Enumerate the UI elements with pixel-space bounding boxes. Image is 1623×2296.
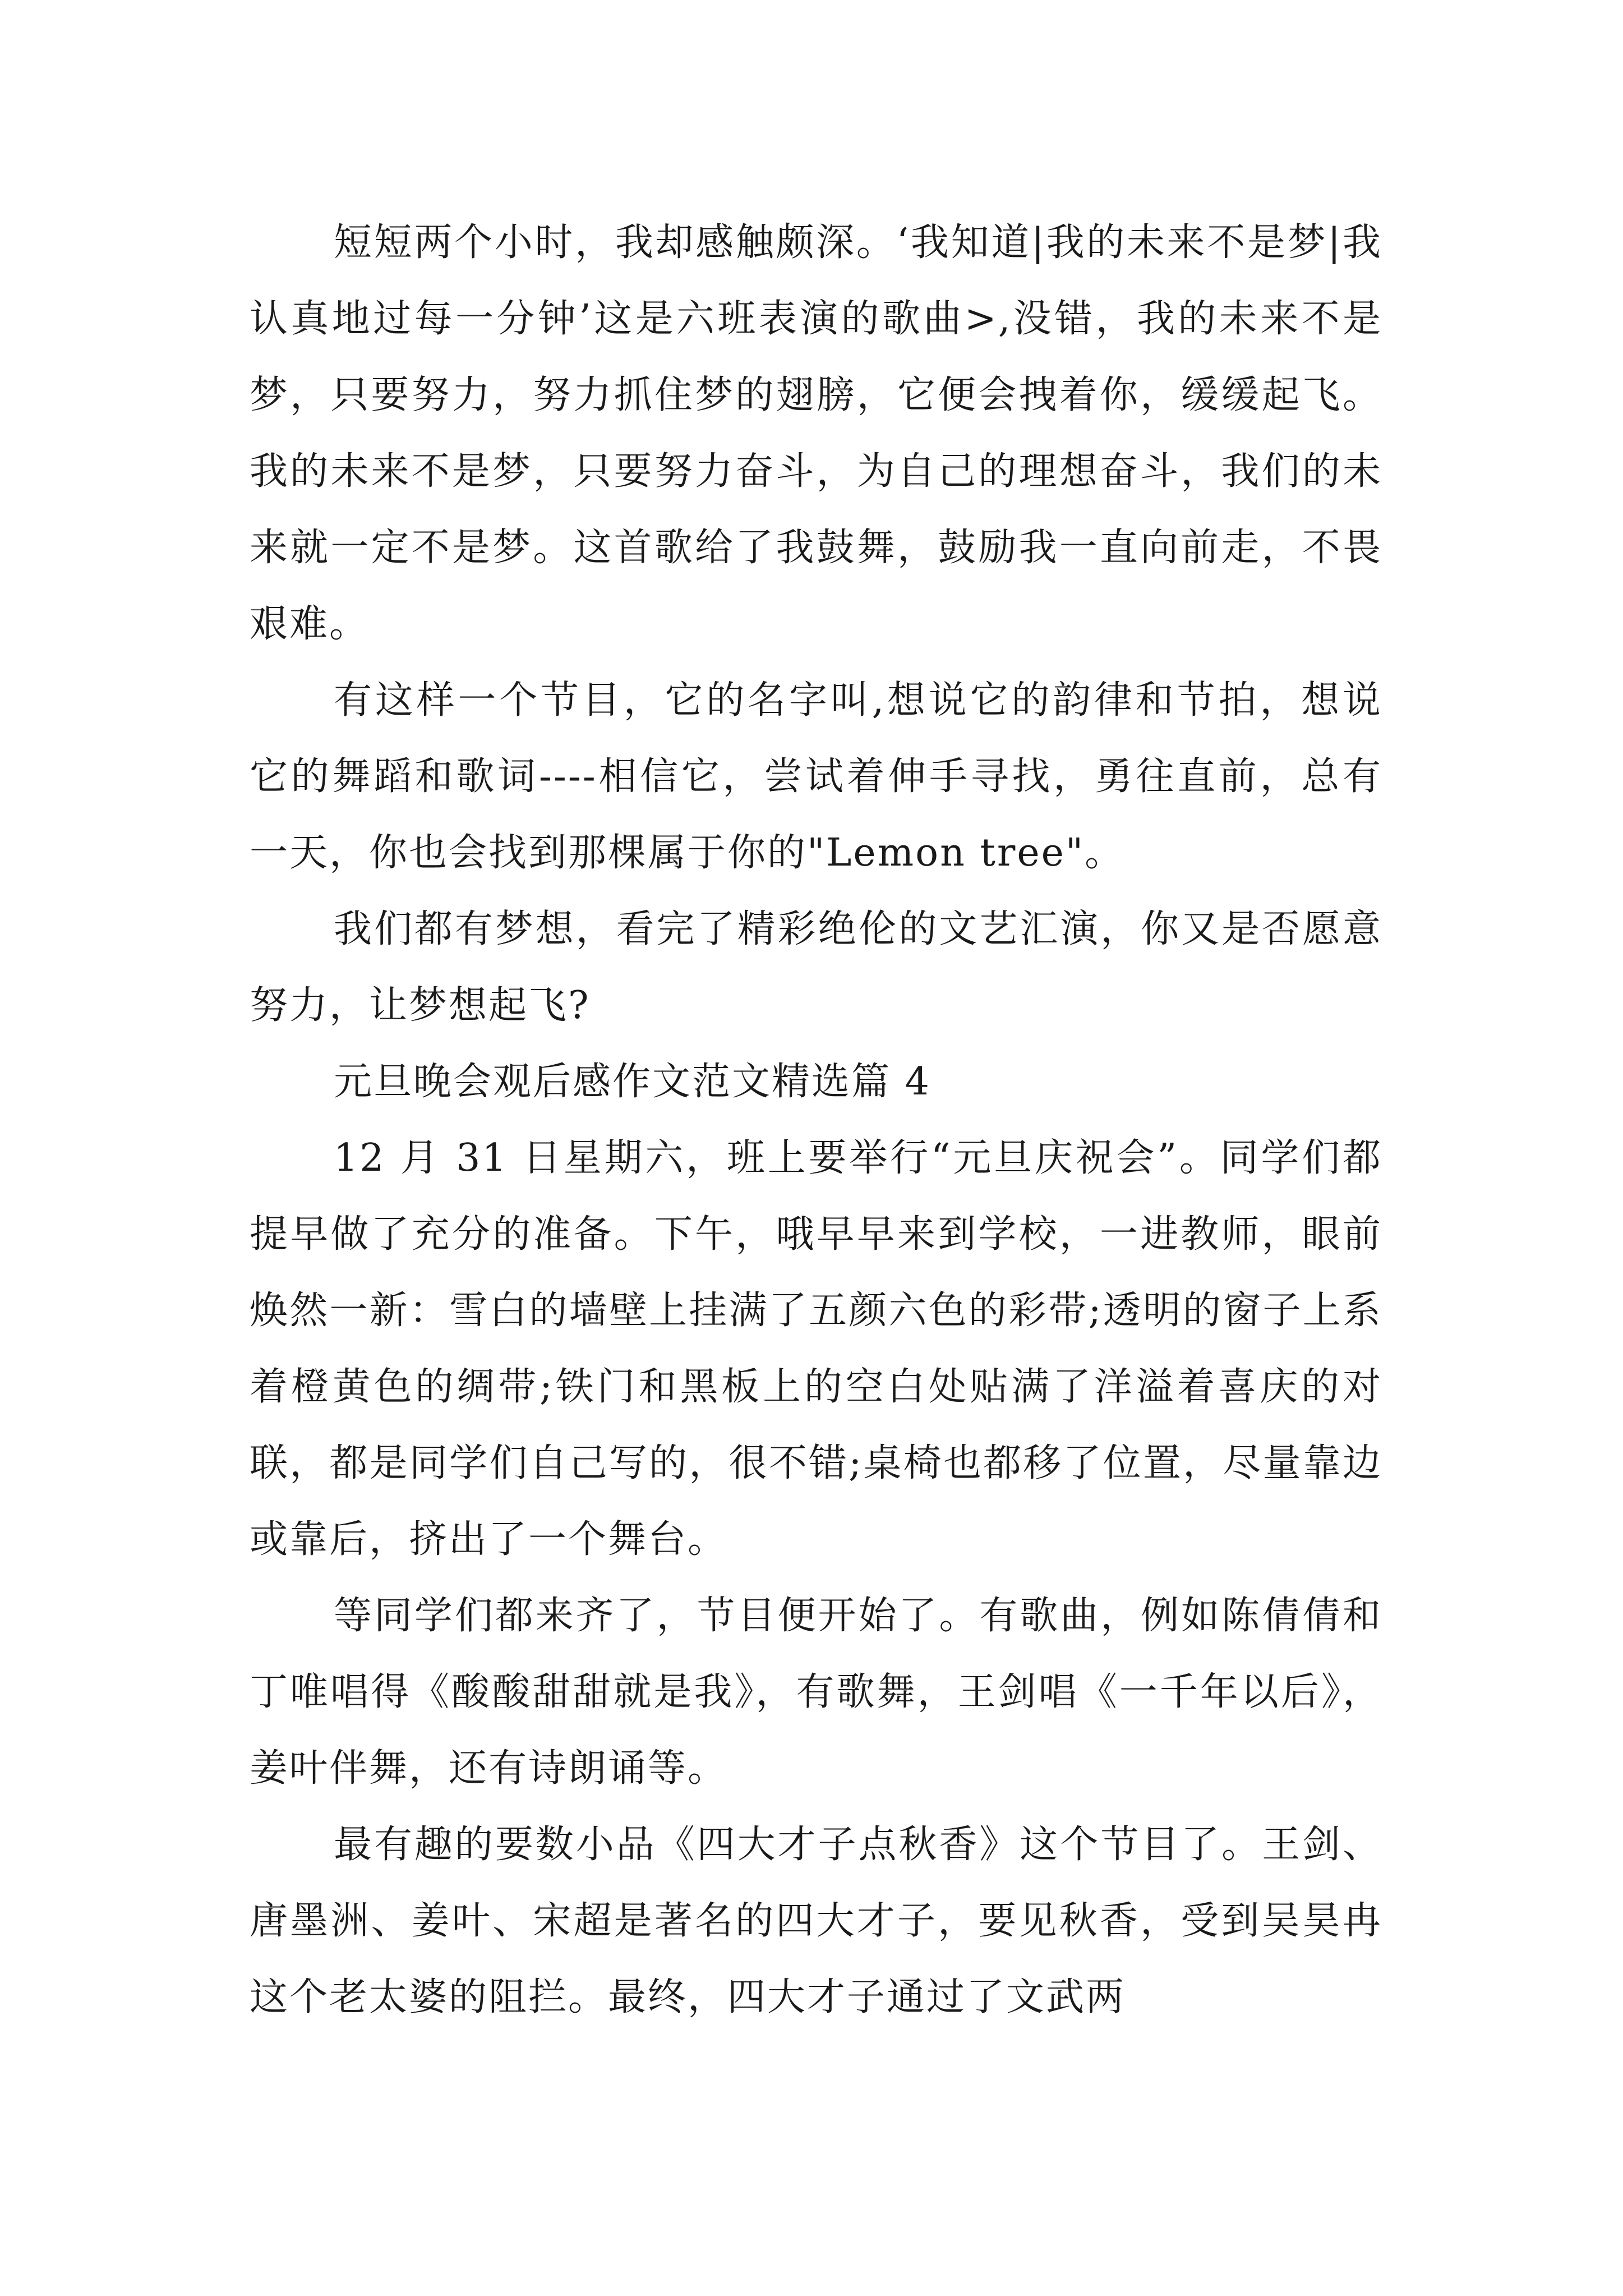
paragraph: 等同学们都来齐了，节目便开始了。有歌曲，例如陈倩倩和丁唯唱得《酸酸甜甜就是我》，有歌舞，王剑唱《一千年以后》，姜叶伴舞，还有诗朗诵等。: [250, 1594, 1382, 1791]
paragraph: 最有趣的要数小品《四大才子点秋香》这个节目了。王剑、唐墨洲、姜叶、宋超是著名的四大才子，要见秋香，受到吴昊冉这个老太婆的阻拦。最终，四大才子通过了文武两: [250, 1823, 1382, 2019]
section-title: 元旦晚会观后感作文范文精选篇 4: [334, 1060, 931, 1104]
paragraph: 12 月 31 日星期六，班上要举行“元旦庆祝会”。同学们都提早做了充分的准备。下午，哦早早来到学校，一进教师，眼前焕然一新：雪白的墙壁上挂满了五颜六色的彩带;透明的窗子上系着橙黄色的绸带;铁门和黑板上的空白处贴满了洋溢着喜庆的对联，都是同学们自己写的，很不错;桌椅也都移了位置，尽量靠边或靠后，挤出了一个舞台。: [250, 1136, 1382, 1562]
paragraph: 短短两个小时，我却感触颇深。‘我知道|我的未来不是梦|我认真地过每一分钟’这是六班表演的歌曲>,没错，我的未来不是梦，只要努力，努力抓住梦的翅膀，它便会拽着你，缓缓起飞。我的未来不是梦，只要努力奋斗，为自己的理想奋斗，我们的未来就一定不是梦。这首歌给了我鼓舞，鼓励我一直向前走，不畏艰难。: [250, 220, 1382, 646]
document-body: [250, 205, 1382, 2036]
paragraph: 我们都有梦想，看完了精彩绝伦的文艺汇演，你又是否愿意努力，让梦想起飞?: [250, 907, 1382, 1028]
paragraph: 有这样一个节目，它的名字叫,想说它的韵律和节拍，想说它的舞蹈和歌词----相信它，尝试着伸手寻找，勇往直前，总有一天，你也会找到那棵属于你的"Lemon tree"。: [250, 678, 1382, 875]
